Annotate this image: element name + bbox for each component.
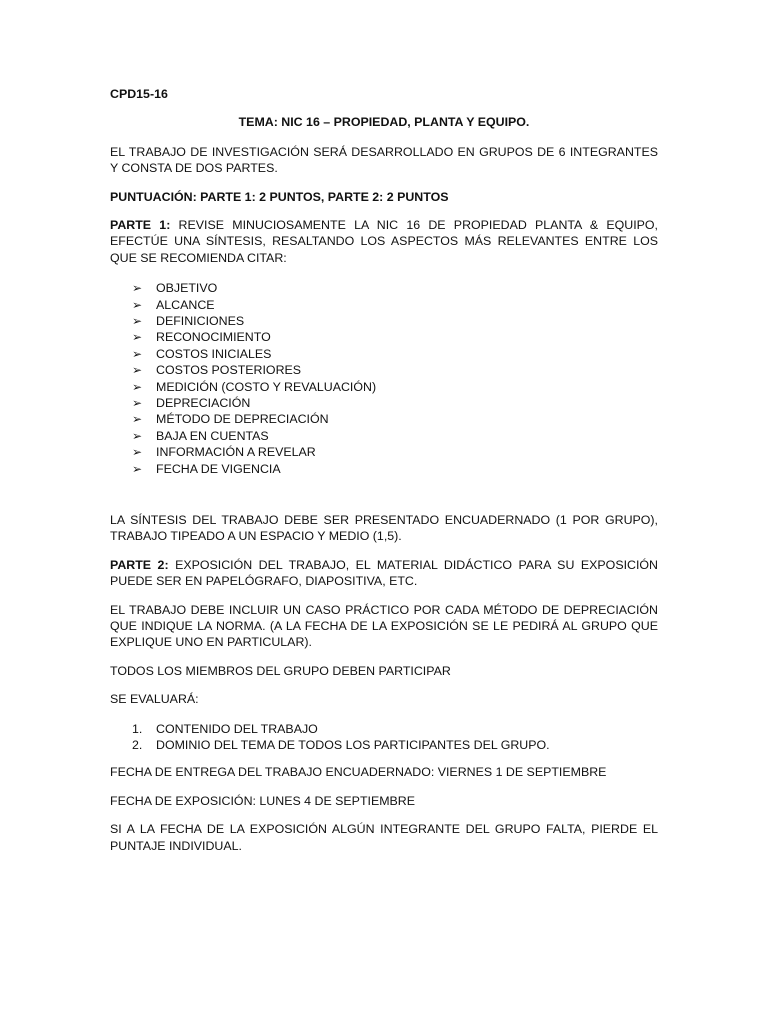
topic-label: OBJETIVO [156,281,218,296]
topic-label: RECONOCIMIENTO [156,330,271,345]
arrowhead-bullet-icon: ➢ [132,428,143,443]
evaluation-list [110,721,658,754]
topic-label: MÉTODO DE DEPRECIACIÓN [156,412,329,427]
evaluation-text: DOMINIO DEL TEMA DE TODOS LOS PARTICIPANTES DEL GRUPO. [156,737,550,752]
intro-paragraph: EL TRABAJO DE INVESTIGACIÓN SERÁ DESARROLLADO EN GRUPOS DE 6 INTEGRANTES Y CONSTA DE DOS PARTES. [110,144,658,176]
absence-rule-paragraph: SI A LA FECHA DE LA EXPOSICIÓN ALGÚN INTEGRANTE DEL GRUPO FALTA, PIERDE EL PUNTAJE INDIVIDUAL. [110,822,658,853]
topic-item [132,280,658,296]
evaluate-label: SE EVALUARÁ: [110,692,199,707]
topic-label: ALCANCE [156,297,215,312]
synthesis-paragraph: LA SÍNTESIS DEL TRABAJO DEBE SER PRESENTADO ENCUADERNADO (1 POR GRUPO), TRABAJO TIPEADO A UN ESPACIO Y MEDIO (1,5). [110,512,658,544]
evaluation-text: CONTENIDO DEL TRABAJO [156,721,318,736]
evaluation-item [132,737,658,753]
topic-label: MEDICIÓN (COSTO Y REVALUACIÓN) [156,379,377,394]
practical-case-paragraph: EL TRABAJO DEBE INCLUIR UN CASO PRÁCTICO POR CADA MÉTODO DE DEPRECIACIÓN QUE INDIQUE LA NORMA. (A LA FECHA DE LA EXPOSICIÓN SE LE PEDIRÁ AL GRUPO QUE EXPLIQUE UNO EN PARTICULAR). [110,602,658,650]
topic-label: DEFINICIONES [156,314,245,329]
topic-item [132,379,658,395]
topic-label: DEPRECIACIÓN [156,395,251,410]
topic-item [132,329,658,345]
topic-label: BAJA EN CUENTAS [156,428,269,443]
topic-label: INFORMACIÓN A REVELAR [156,445,316,460]
topic-item [132,362,658,378]
evaluation-number: 2. [132,737,143,752]
arrowhead-bullet-icon: ➢ [132,314,143,329]
topic-item [132,461,658,477]
exposition-date-paragraph: FECHA DE EXPOSICIÓN: LUNES 4 DE SEPTIEMBRE [110,793,416,808]
topic-item [132,444,658,460]
part1-paragraph [110,217,658,266]
arrowhead-bullet-icon: ➢ [132,297,143,312]
arrowhead-bullet-icon: ➢ [132,363,143,378]
evaluation-item [132,721,658,737]
arrowhead-bullet-icon: ➢ [132,445,143,460]
document-body [110,86,658,866]
arrowhead-bullet-icon: ➢ [132,281,143,296]
topic-item [132,411,658,427]
topic-item [132,428,658,444]
part2-text: EXPOSICIÓN DEL TRABAJO, EL MATERIAL DIDÁCTICO PARA SU EXPOSICIÓN PUEDE SER EN PAPELÓGRAFO, DIAPOSITIVA, ETC. [110,557,658,589]
scoring-paragraph: PUNTUACIÓN: PARTE 1: 2 PUNTOS, PARTE 2: 2 PUNTOS [110,189,449,204]
arrowhead-bullet-icon: ➢ [132,330,143,345]
topics-list [110,280,658,477]
part1-label: PARTE 1: [110,218,171,233]
topic-item [132,395,658,411]
part2-label: PARTE 2: [110,557,169,572]
topic-label: COSTOS INICIALES [156,346,272,361]
part1-text: REVISE MINUCIOSAMENTE LA NIC 16 DE PROPIEDAD PLANTA & EQUIPO, EFECTÚE UNA SÍNTESIS, RESALTANDO LOS ASPECTOS MÁS RELEVANTES ENTRE LOS QUE SE RECOMIENDA CITAR: [110,218,658,265]
arrowhead-bullet-icon: ➢ [132,461,143,476]
topic-label: FECHA DE VIGENCIA [156,461,281,476]
delivery-date-paragraph: FECHA DE ENTREGA DEL TRABAJO ENCUADERNADO: VIERNES 1 DE SEPTIEMBRE [110,765,607,780]
topic-label: COSTOS POSTERIORES [156,363,302,378]
topic-item [132,346,658,362]
arrowhead-bullet-icon: ➢ [132,395,143,410]
arrowhead-bullet-icon: ➢ [132,346,143,361]
arrowhead-bullet-icon: ➢ [132,379,143,394]
part2-paragraph [110,557,658,590]
document-title: TEMA: NIC 16 – PROPIEDAD, PLANTA Y EQUIPO. [238,115,530,130]
evaluation-number: 1. [132,721,143,736]
arrowhead-bullet-icon: ➢ [132,412,143,427]
all-members-paragraph: TODOS LOS MIEMBROS DEL GRUPO DEBEN PARTICIPAR [110,663,451,678]
topic-item [132,313,658,329]
topic-item [132,297,658,313]
course-code: CPD15-16 [110,87,168,101]
